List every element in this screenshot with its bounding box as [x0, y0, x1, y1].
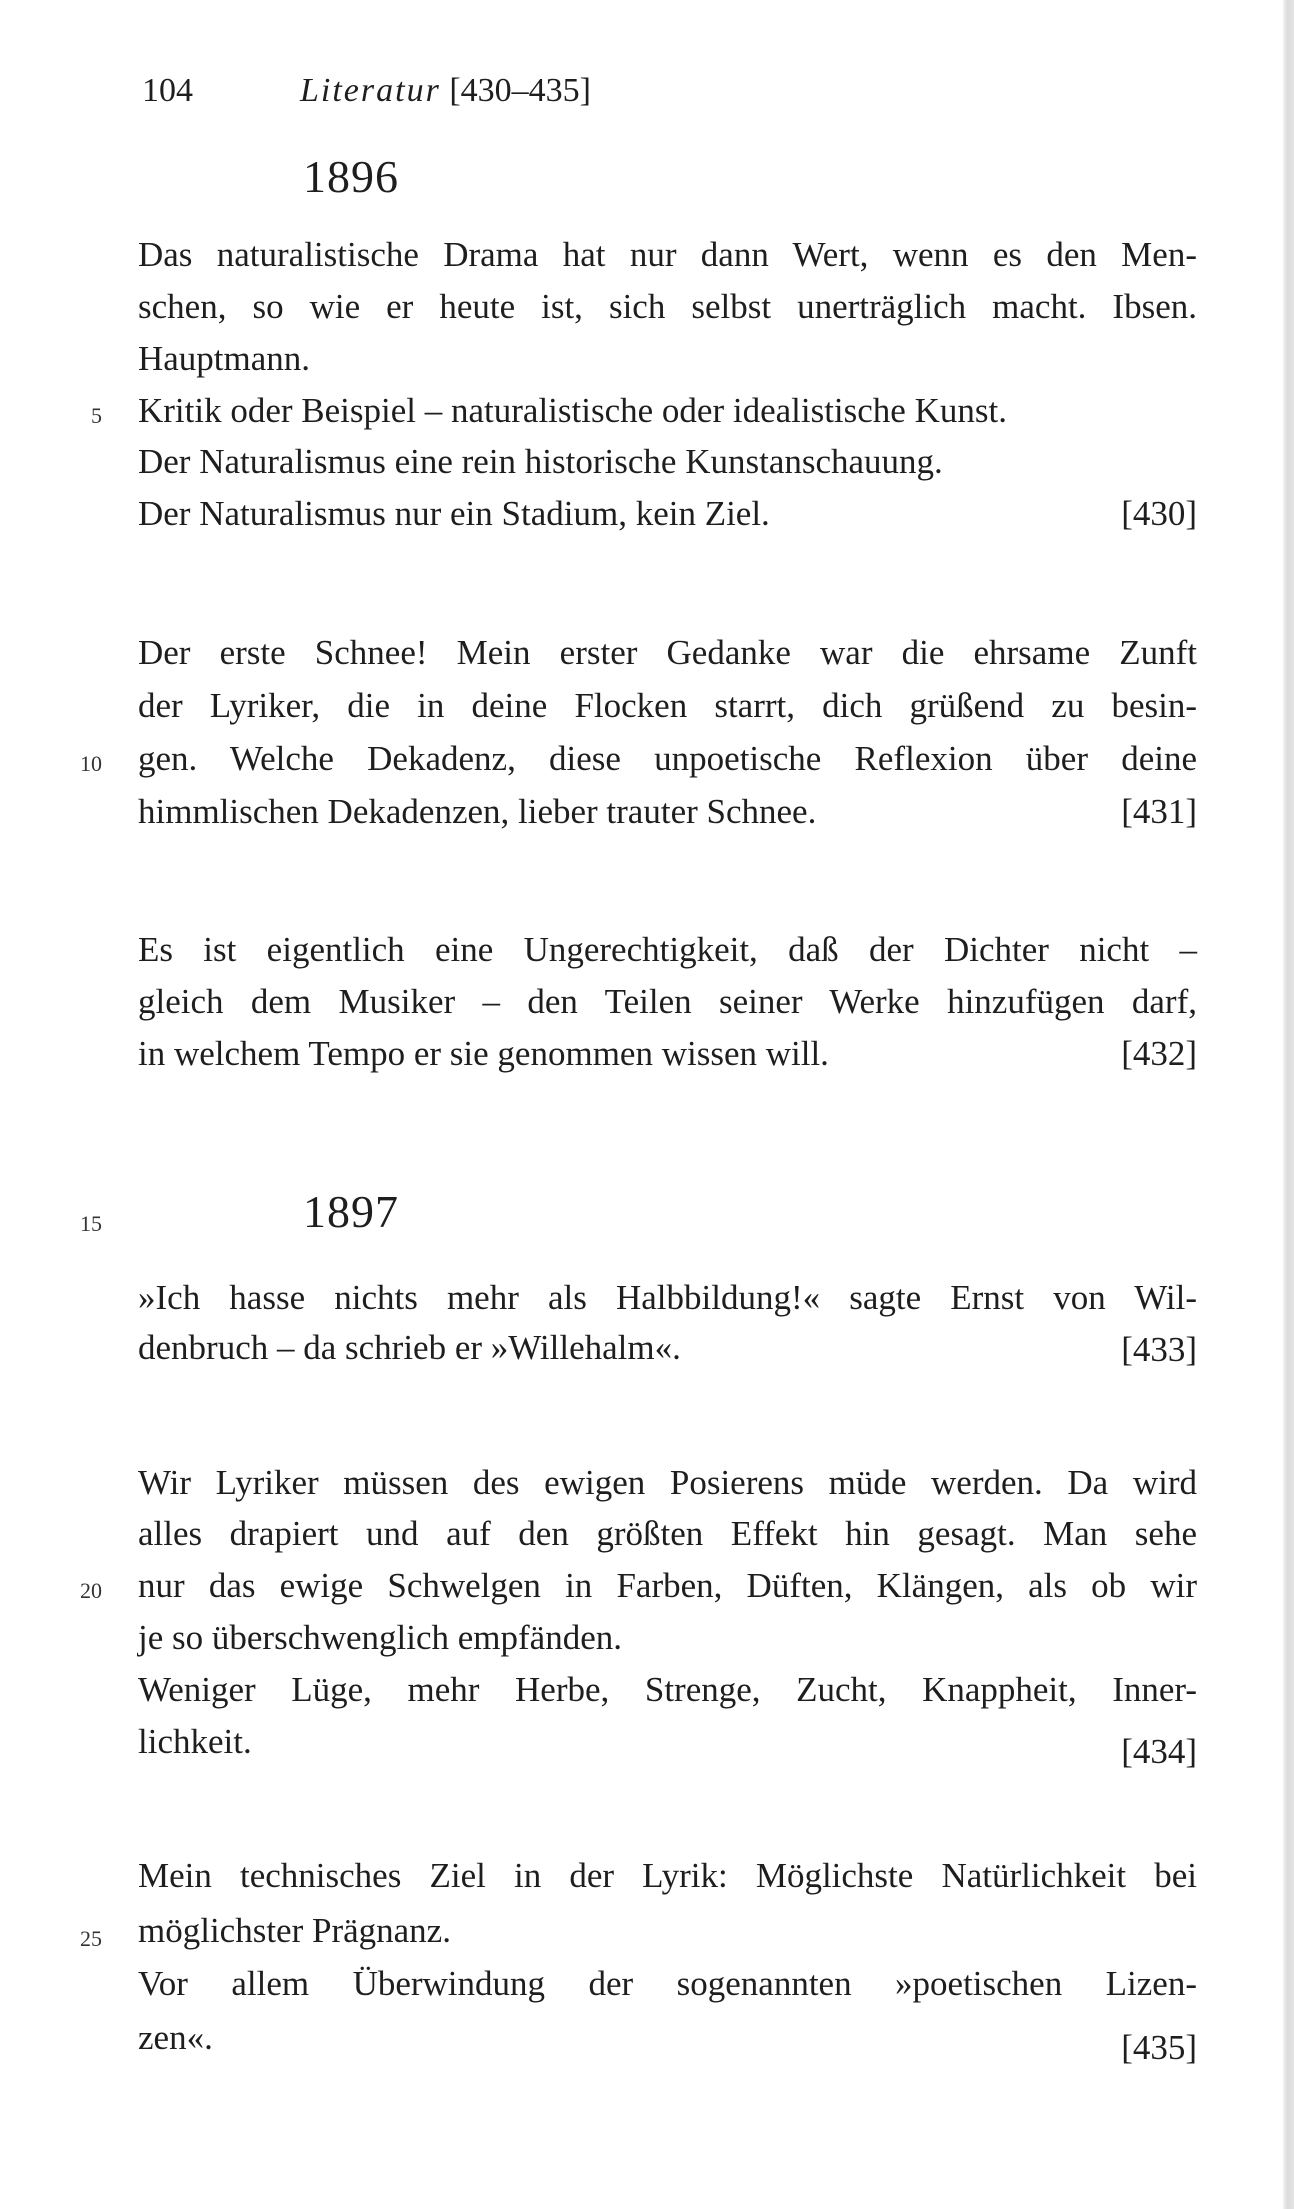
text-line: Kritik oder Beispiel – naturalistische oder idealistische Kunst.: [138, 391, 1007, 430]
text-line: »Ich hasse nichts mehr als Halbbildung!« sagte Ernst von Wil-: [138, 1278, 1197, 1317]
section-year-1896: 1896: [303, 151, 399, 202]
running-head: [300, 72, 591, 110]
text-line: gleich dem Musiker – den Teilen seiner Werke hinzufügen darf,: [138, 982, 1197, 1021]
running-title: Literatur: [300, 72, 441, 109]
text-line: Mein technisches Ziel in der Lyrik: Möglichste Natürlichkeit bei: [138, 1856, 1197, 1895]
page-edge-shadow: [1283, 0, 1294, 2209]
text-line: Wir Lyriker müssen des ewigen Posierens müde werden. Da wird: [138, 1463, 1197, 1502]
text-line: lichkeit.: [138, 1722, 252, 1761]
entry-ref: [435]: [1121, 2028, 1197, 2067]
section-year-1897: 1897: [303, 1186, 399, 1237]
text-line: denbruch – da schrieb er »Willehalm«.: [138, 1328, 681, 1367]
entry-ref: [434]: [1121, 1732, 1197, 1771]
entry-ref: [430]: [1121, 494, 1197, 533]
entry-ref: [432]: [1121, 1034, 1197, 1073]
line-number: 25: [80, 1926, 102, 1951]
line-number: 20: [80, 1578, 102, 1603]
text-line: Der erste Schnee! Mein erster Gedanke war die ehrsame Zunft: [138, 633, 1197, 672]
text-line: himmlischen Dekadenzen, lieber trauter Schnee.: [138, 792, 817, 831]
text-line: Es ist eigentlich eine Ungerechtigkeit, daß der Dichter nicht –: [138, 930, 1197, 969]
text-line: Der Naturalismus nur ein Stadium, kein Ziel.: [138, 494, 770, 533]
line-number: 15: [80, 1211, 102, 1236]
running-range: [430–435]: [449, 72, 591, 109]
text-line: möglichster Prägnanz.: [138, 1911, 451, 1950]
text-line: der Lyriker, die in deine Flocken starrt, dich grüßend zu besin-: [138, 686, 1197, 725]
text-line: in welchem Tempo er sie genommen wissen will.: [138, 1034, 829, 1073]
text-line: Vor allem Überwindung der sogenannten »poetischen Lizen-: [138, 1964, 1197, 2003]
text-line: Das naturalistische Drama hat nur dann Wert, wenn es den Men-: [138, 235, 1197, 274]
line-number: 10: [80, 751, 102, 776]
text-line: Hauptmann.: [138, 339, 311, 378]
text-line: gen. Welche Dekadenz, diese unpoetische Reflexion über deine: [138, 739, 1197, 778]
line-number: 5: [91, 403, 102, 428]
entry-ref: [431]: [1121, 792, 1197, 831]
text-line: Der Naturalismus eine rein historische Kunstanschauung.: [138, 442, 943, 481]
text-line: schen, so wie er heute ist, sich selbst unerträglich macht. Ibsen.: [138, 287, 1197, 326]
text-line: zen«.: [138, 2018, 213, 2057]
entry-ref: [433]: [1121, 1330, 1197, 1369]
text-line: nur das ewige Schwelgen in Farben, Düften, Klängen, als ob wir: [138, 1566, 1197, 1605]
text-line: alles drapiert und auf den größten Effekt hin gesagt. Man sehe: [138, 1514, 1197, 1553]
text-line: Weniger Lüge, mehr Herbe, Strenge, Zucht, Knappheit, Inner-: [138, 1670, 1197, 1709]
text-line: je so überschwenglich empfänden.: [138, 1618, 623, 1657]
page-number: 104: [142, 72, 193, 109]
